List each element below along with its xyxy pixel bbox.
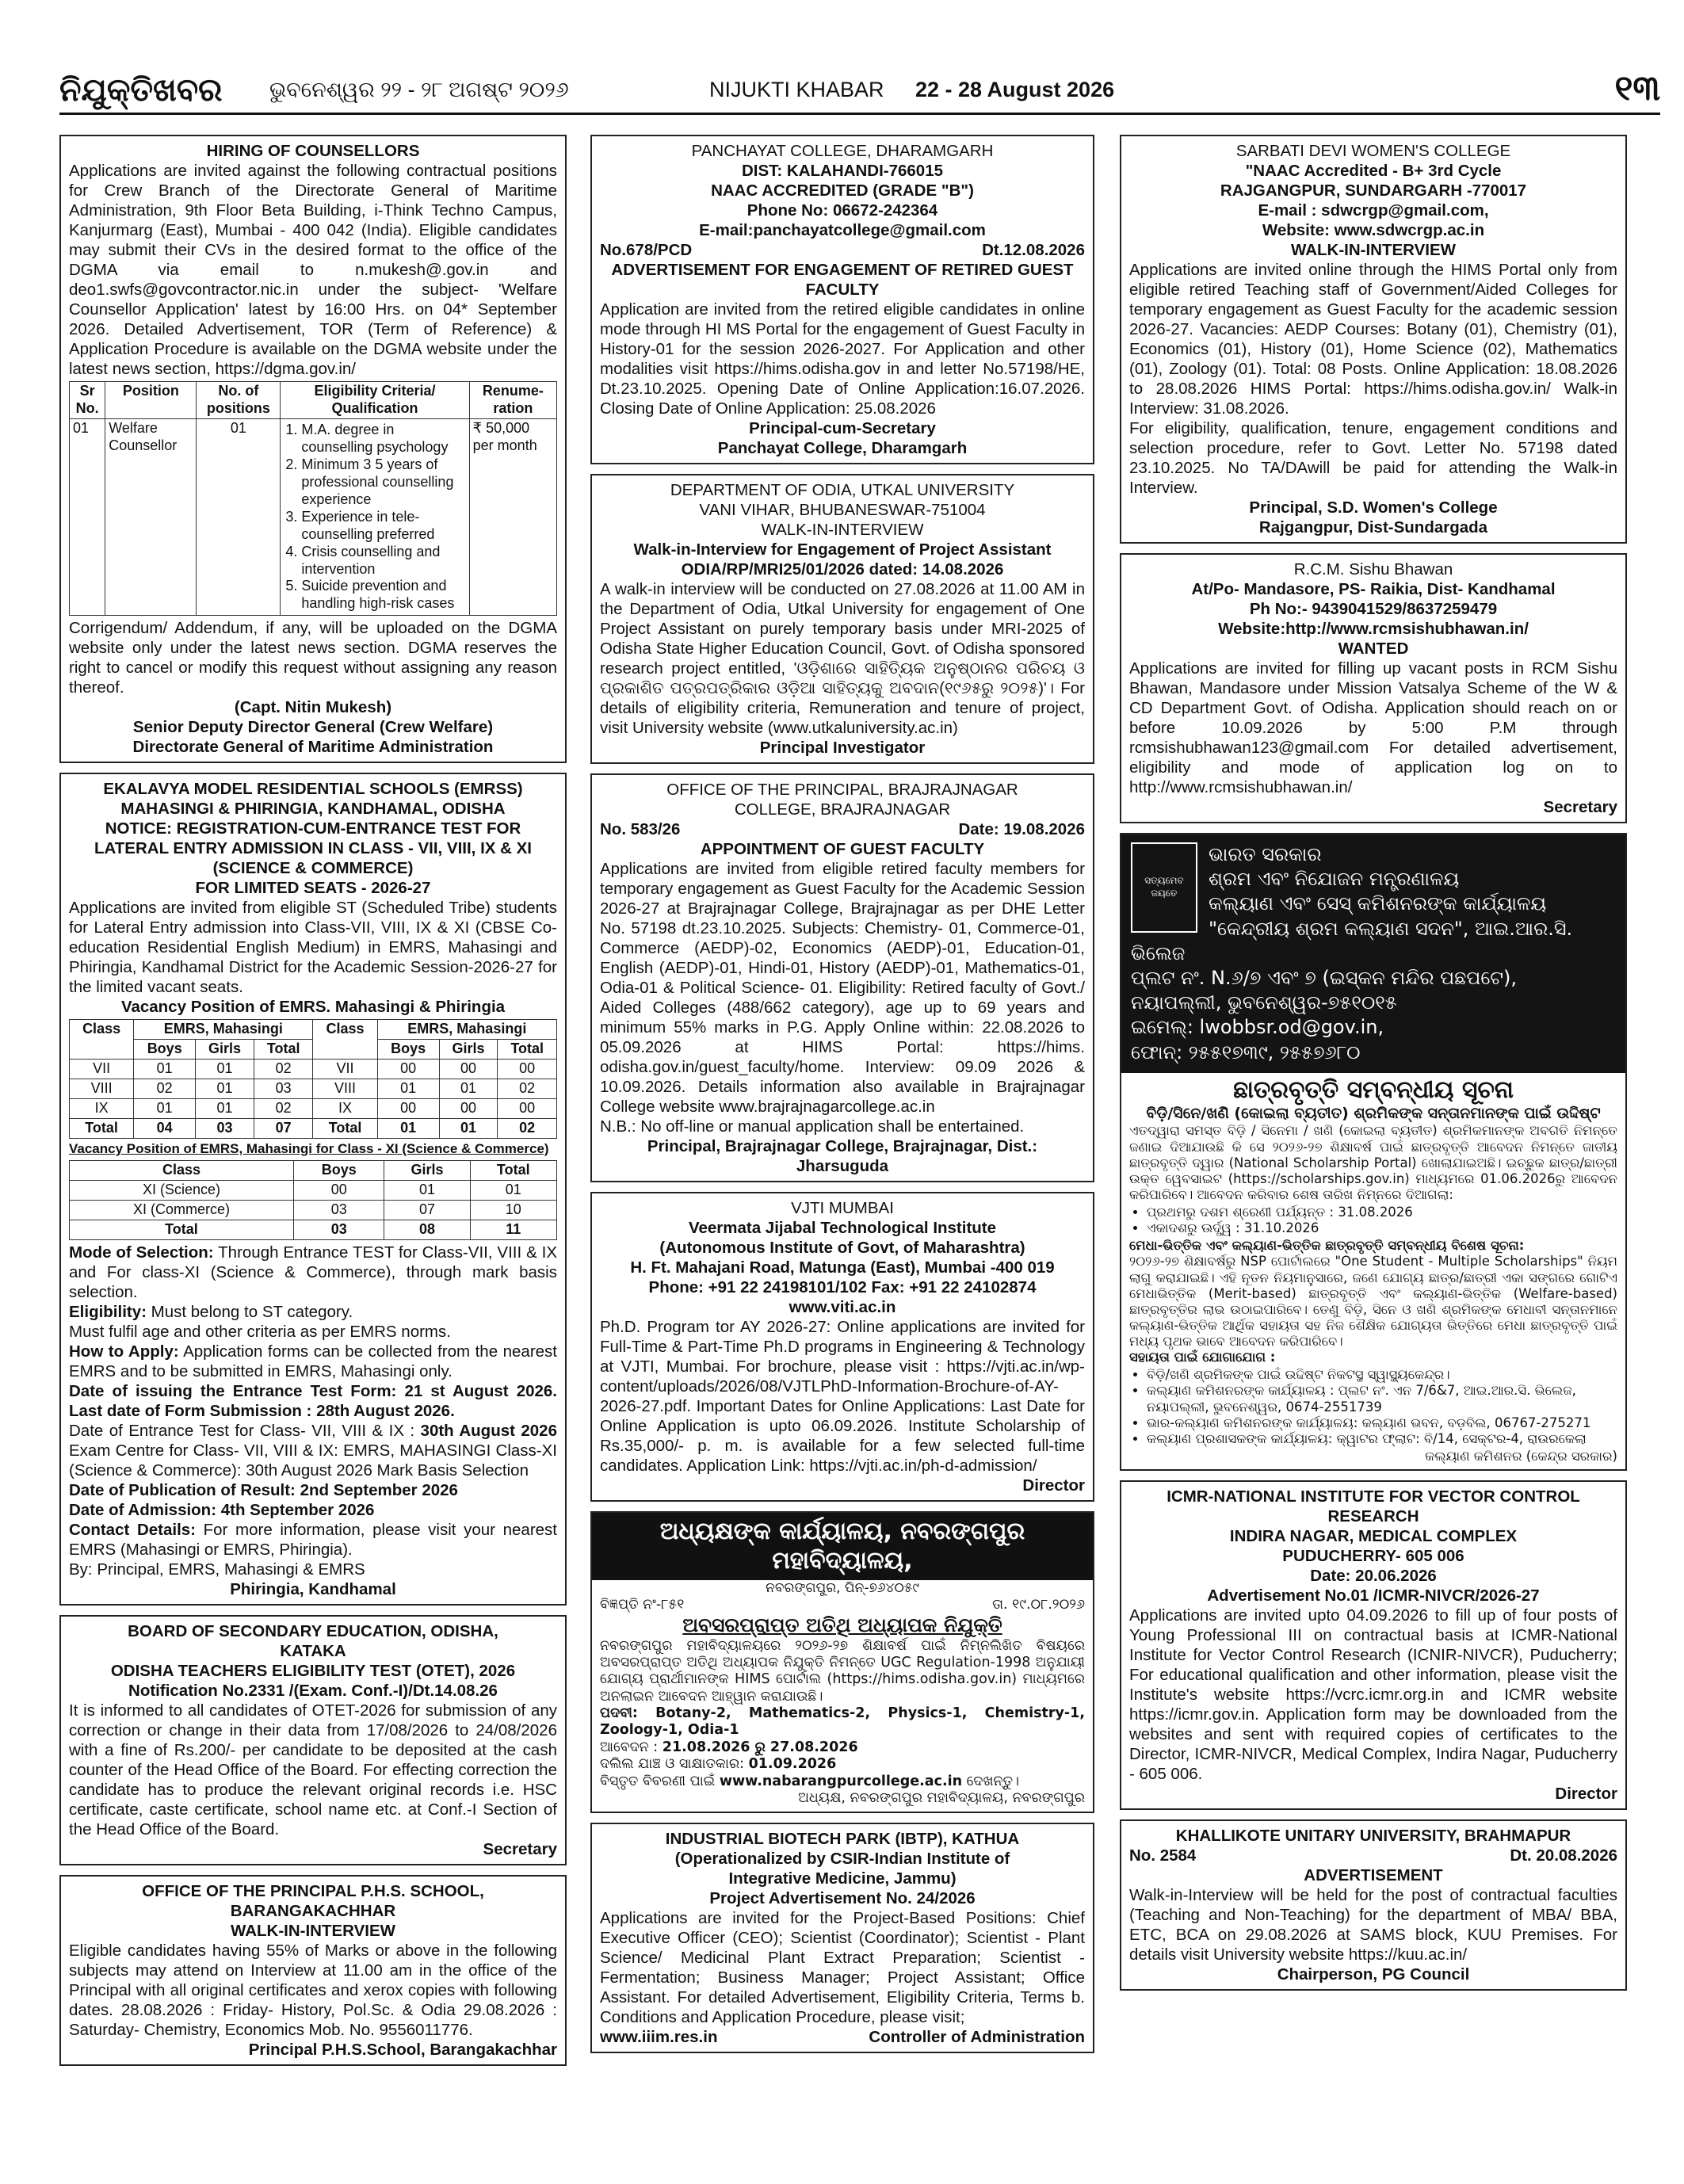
ad-title: WALK-IN-INTERVIEW (230, 1921, 396, 1940)
ad-title: H. Ft. Mahajani Road, Matunga (East), Mumbai -400 019 (630, 1258, 1055, 1277)
cell: 03 (196, 1119, 254, 1139)
ad-title: ADVERTISEMENT FOR ENGAGEMENT OF RETIRED GUEST FACULTY (611, 261, 1074, 299)
ad-subtitle: ନବରଙ୍ଗପୁର, ପିନ୍-୭୬୪୦୫୯ (766, 1580, 919, 1597)
ref-no: ବିଜ୍ଞପ୍ତି ନଂ-୮୫୧ (600, 1596, 685, 1613)
ad-title: DEPARTMENT OF ODIA, UTKAL UNIVERSITY (670, 481, 1015, 499)
cell: Total (70, 1119, 134, 1139)
ad-title: SARBATI DEVI WOMEN'S COLLEGE (1235, 142, 1511, 160)
list-item: • ପ୍ରଥମରୁ ଦଶମ ଶ୍ରେଣୀ ପର୍ଯ୍ୟନ୍ତ : 31.08.2026 (1147, 1205, 1617, 1220)
table-row (70, 1180, 557, 1200)
ad-line: By: Principal, EMRS, Mahasingi & EMRS (69, 1560, 365, 1579)
th-girls: Girls (384, 1160, 470, 1180)
table-row (70, 418, 557, 615)
ref-no: No. 583/26 (600, 820, 681, 838)
ad-title: COLLEGE, BRAJRAJNAGAR (734, 800, 951, 819)
ad-body: Eligible candidates having 55% of Marks or above in the following subjects may attend on Interview at 11.00 am in the office of the Principal with all original certificates and xerox copies with following dates. 28.08.2026 : Friday- History, Pol.Sc. & Odia 29.08.2026 : Saturday- Chemistry, Economics Mob. No. 9556011776. (69, 1941, 557, 2039)
ad-emrs (59, 773, 567, 1605)
ad-title: ODISHA TEACHERS ELIGIBILITY TEST (OTET), 2026 (110, 1661, 516, 1680)
cell: 02 (254, 1060, 313, 1079)
ad-bse-odisha (59, 1615, 567, 1865)
ad-body: Application are invited from the retired eligible candidates in online mode through HI MS Portal for the engagement of Guest Faculty in History-01 for the session 2026-2027. For Application and other modalities visit https://hims.odisha.gov in and letter No.57198/HE, Dt.23.10.2025. Opening Date of Online Application:16.07.2026. Closing Date of Online Application: 25.08.2026 (600, 300, 1085, 418)
ad-title: E-mail : sdwcrgp@gmail.com, (1258, 201, 1489, 220)
ad-title: BARANGAKACHHAR (230, 1901, 396, 1920)
ad-title: DIST: KALAHANDI-766015 (741, 162, 944, 180)
letterhead-line: ଫୋନ୍: ୨୫୫୧୭୩୯, ୨୫୫୭୬୮୦ (1131, 1040, 1361, 1063)
ad-title: KATAKA (280, 1641, 346, 1660)
ad-subhead: ସହାୟତା ପାଇଁ ଯୋଗାଯୋଗ : (1129, 1350, 1276, 1365)
cell: XI (Commerce) (70, 1200, 294, 1220)
ad-title: RESEARCH (1327, 1507, 1419, 1526)
th-criteria: Eligibility Criteria/ Qualification (281, 382, 469, 419)
ashoka-emblem-icon (1131, 842, 1197, 933)
cell: 00 (498, 1099, 557, 1119)
column-2 (590, 135, 1094, 2063)
label: ଦେଖନ୍ତୁ। (962, 1773, 1019, 1789)
th-class: Class (70, 1020, 134, 1060)
ref-date: Dt.12.08.2026 (982, 241, 1085, 259)
column-3 (1120, 135, 1627, 2000)
cell: 01 (470, 1180, 556, 1200)
ad-title: (Autonomous Institute of Govt, of Maharashtra) (659, 1239, 1025, 1257)
ad-title: ଛାତ୍ରବୃତ୍ତି ସମ୍ବନ୍ଧୀୟ ସୂଚନା (1233, 1075, 1514, 1104)
page-number: ୧୩ (1614, 68, 1660, 109)
ad-title: Integrative Medicine, Jammu) (728, 1869, 957, 1888)
criteria-item: 4. Crisis counselling and intervention (301, 544, 465, 578)
th-group: EMRS, Mahasingi (134, 1020, 313, 1040)
ad-ibtp-kathua (590, 1823, 1094, 2053)
ad-title: Phone: +91 22 24198101/102 Fax: +91 22 24102874 (648, 1278, 1037, 1296)
vacancy-title: Vacancy Position of EMRS. Mahasingi & Phiringia (120, 998, 506, 1017)
signatory: Controller of Administration (869, 2028, 1085, 2047)
th-group: EMRS, Mahasingi (377, 1020, 556, 1040)
ad-body: Walk-in-Interview will be held for the post of contractual faculties (Teaching and Non-Teaching) for the department of MBA/ BBA, ETC, BCA on 29.08.2026 at SAMS block, KUU Premises. For details visit University website https://kuu.ac.in/ (1129, 1886, 1617, 1964)
ref-no: No. 2584 (1129, 1846, 1197, 1865)
criteria-item: 1. M.A. degree in counselling psychology (301, 422, 465, 456)
ad-line (69, 1342, 557, 1381)
ad-title: Phone No: 06672-242364 (747, 201, 938, 220)
ad-title: NOTICE: REGISTRATION-CUM-ENTRANCE TEST FOR LATERAL ENTRY ADMISSION IN CLASS - VII, VIII, IX & XI (SCIENCE & COMMERCE) (94, 819, 533, 878)
ref-date: ତା. ୧୯.୦୮.୨୦୨୬ (992, 1596, 1085, 1613)
cell: 00 (377, 1099, 439, 1119)
label: Contact Details: (69, 1520, 196, 1539)
th-sr: Sr No. (70, 382, 105, 419)
cell: IX (313, 1099, 377, 1119)
ad-title: Website:http://www.rcmsishubhawan.in/ (1218, 620, 1529, 638)
ad-subtitle: ବିଡ଼ି/ସିନେ/ଖଣି (କୋଇଲା ବ୍ୟତୀତ) ଶ୍ରମିକଙ୍କ ସନ୍ତାନମାନଙ୍କ ପାଇଁ ଉଦ୍ଦିଷ୍ଟ (1146, 1105, 1601, 1123)
emblem-caption: ସତ୍ୟମେବ ଜୟତେ (1144, 875, 1184, 899)
cell: VII (313, 1060, 377, 1079)
label: How to Apply: (69, 1342, 179, 1361)
header-publication: NIJUKTI KHABAR (709, 78, 884, 101)
label: ବିସ୍ତୃତ ବିବରଣୀ ପାଇଁ (600, 1773, 720, 1789)
ad-panchayat-college (590, 135, 1094, 464)
cell: 00 (439, 1060, 498, 1079)
cell-count: 01 (197, 418, 281, 615)
cell: 02 (498, 1119, 557, 1139)
cell: 01 (439, 1119, 498, 1139)
masthead-logo: ନିଯୁକ୍ତିଖବର (59, 71, 223, 109)
ad-title: WANTED (1338, 640, 1409, 658)
letterhead-line: ନୟାପଲ୍ଲୀ, ଭୁବନେଶ୍ୱର-୭୫୧୦୧୫ (1131, 991, 1397, 1014)
criteria-item: 3. Experience in tele-counselling preferred (301, 509, 465, 544)
cell: 03 (293, 1200, 384, 1220)
ad-body: Applications are invited from eligible retired faculty members for temporary engagement as Guest Faculty for the Academic Session 2026-27 at Brajrajnagar College, Brajrajnagar as per DHE Letter No. 57198 dt.23.10.2025. Subjects: Chemistry- 01, Commerce-01, Commerce (AEDP)-02, Economics (AEDP)-01, Education-01, English (AEDP)-01, Hindi-01, History (AEDP)-01, Mathematics-01, Odia-01 & Political Science- 01. Eligibility: Retired faculty of Govt./ Aided Colleges (488/662 category), age up to 69 years and minimum 55% marks in P.G. Apply Online within: 22.08.2026 to 05.09.2026 at HIMS Portal: https://hims. odisha.gov.in/guest_faculty/home. Interview: 09.09 2026 & 10.09.2026. Details information also available in Brajrajnagar College website www.brajrajnagarcollege.ac.in (600, 860, 1085, 1116)
counsellor-table (69, 381, 557, 616)
ad-title: ICMR-NATIONAL INSTITUTE FOR VECTOR CONTROL (1167, 1487, 1580, 1506)
ad-title: ଅବସରପ୍ରାପ୍ତ ଅତିଥି ଅଧ୍ୟାପକ ନିଯୁକ୍ତି (682, 1613, 1002, 1637)
ref-date: Date: 19.08.2026 (958, 820, 1085, 838)
th-boys: Boys (134, 1040, 196, 1060)
ad-title: MAHASINGI & PHIRINGIA, KANDHAMAL, ODISHA (120, 800, 506, 819)
website-link[interactable]: www.nabarangpurcollege.ac.in (719, 1773, 963, 1789)
ad-sarbati-devi-college (1120, 135, 1627, 544)
cell: 01 (134, 1060, 196, 1079)
ref-date: Dt. 20.08.2026 (1510, 1846, 1617, 1865)
ad-line (600, 1774, 1085, 1790)
ad-line (69, 1302, 557, 1322)
table-row (70, 1119, 557, 1139)
criteria-item: 2. Minimum 3 5 years of professional counselling experience (301, 456, 465, 509)
cell: Total (70, 1220, 294, 1239)
th-class: Class (70, 1160, 294, 1180)
header-date: 22 - 28 August 2026 (915, 78, 1115, 101)
ad-footer (600, 2027, 1085, 2047)
table-row (70, 1060, 557, 1079)
ad-title: ODIA/RP/MRI25/01/2026 dated: 14.08.2026 (681, 560, 1004, 578)
th-position: Position (105, 382, 197, 419)
signatory: Panchayat College, Dharamgarh (717, 439, 968, 457)
cell: 07 (384, 1200, 470, 1220)
cell: 07 (254, 1119, 313, 1139)
ad-body: Applications are invited upto 04.09.2026 to fill up of four posts of Young Professional III on contractual basis at ICMR-National Institute for Vector Control Research (ICNIR-NIVCR), Puducherry; For educational qualification and other information, please visit the Institute's website https://vcrc.icmr.org.in and ICMR website https://icmr.gov.in. Application form may be downloaded from the websites and sent with required copies of certificates to the Director, ICMR-NIVCR, Medical Complex, Indira Nagar, Puducherry - 605 006. (1129, 1606, 1617, 1784)
ad-body: Applications are invited for filling up vacant posts in RCM Sishu Bhawan, Mandasore under Mission Vatsalya Scheme of the W & CD Department Govt. of Odisha. Application should reach on or before 10.09.2026 by 5:00 P.M through rcmsishubhawan123@gmail.com For detailed advertisement, eligibility and mode of application log on to http://www.rcmsishubhawan.in/ (1129, 659, 1617, 796)
cell: 02 (134, 1079, 196, 1099)
value: For more information, please visit your nearest EMRS (Mahasingi or EMRS, Phiringia). (69, 1520, 557, 1559)
ad-body: Applications are invited for the Project-Based Positions: Chief Executive Officer (CEO); Scientist (Coordinator); Scientist - Plant Science/ Medicinal Plant Extract Preparation; Scientist - Fermentation; Business Manager; Project Assistant; Office Assistant. For detailed Advertisement, Eligibility Criteria, Terms b. Conditions and Application Procedure, please visit; (600, 1909, 1085, 2027)
table-row (70, 1220, 557, 1239)
cell: 01 (196, 1079, 254, 1099)
cell: 00 (377, 1060, 439, 1079)
criteria-item: 5. Suicide prevention and handling high-risk cases (301, 578, 465, 613)
ad-title: NAAC ACCREDITED (GRADE "B") (711, 181, 974, 200)
value: Date of Entrance Test for Class- VII, VIII & IX : (69, 1421, 421, 1440)
ad-subhead: ମେଧା-ଭିତ୍ତିକ ଏବଂ କଲ୍ୟାଣ-ଭିତ୍ତିକ ଛାତ୍ରବୃତ୍ତି ସମ୍ବନ୍ଧୀୟ ବିଶେଷ ସୂଚନା: (1129, 1238, 1525, 1254)
th-girls: Girls (196, 1040, 254, 1060)
ad-body: ୨୦୨୬-୨୭ ଶିକ୍ଷାବର୍ଷରୁ NSP ପୋର୍ଟାଲରେ "One Student - Multiple Scholarships" ନିୟମ ଲାଗୁ କରାଯାଇଛି। ଏହି ନୂତନ ନିୟମାନୁସାରେ, ଜଣେ ଯୋଗ୍ୟ ଛାତ୍ର/ଛାତ୍ରୀ ଏକା ସଙ୍ଗରେ ଗୋଟିଏ ମେଧାଭିତ୍ତିକ (Merit-based) ଛାତ୍ରବୃତ୍ତି ଏବଂ କଲ୍ୟାଣ-ଭିତ୍ତିକ (Welfare-based) ଛାତ୍ରବୃତ୍ତିର ଲାଭ ଉଠାଇପାରିବେ। ତେଣୁ ବିଡ଼ି, ସିନେ ଓ ଖଣି ଶ୍ରମିକଙ୍କ ମେଧାବୀ ସନ୍ତାନମାନେ କଲ୍ୟାଣ-ଭିତ୍ତିକ ଆର୍ଥିକ ସହାୟତା ସହ ନିଜ ଶୈକ୍ଷିକ ଯୋଗ୍ୟତା ଭିତ୍ତିରେ ମେଧା ଛାତ୍ରବୃତ୍ତି ପାଇଁ ମଧ୍ୟ ପୃଥକ ଭାବେ ଆବେଦନ କରିପାରିବେ। (1129, 1254, 1617, 1350)
ad-body: ଏତଦ୍ୱାରା ସମସ୍ତ ବିଡ଼ି / ସିନେମା / ଖଣି (କୋଇଲା ବ୍ୟତୀତ) ଶ୍ରମିକମାନଙ୍କ ଅବଗତି ନିମନ୍ତେ ଜଣାଇ ଦିଆଯାଉଛି କି ସେ ୨୦୨୬-୨୭ ଶିକ୍ଷାବର୍ଷ ପାଇଁ ଛାତ୍ରବୃତ୍ତି ଆବେଦନ ନିମନ୍ତେ ଜାତୀୟ ଛାତ୍ରବୃତ୍ତି ଦ୍ୱାର (National Scholarship Portal) ଖୋଲାଯାଇଅଛି। ଇଚ୍ଛୁକ ଛାତ୍ର/ଛାତ୍ରୀ ଉକ୍ତ ୱେବସାଇଟ (https://scholarships.gov.in) ମାଧ୍ୟମରେ 01.06.2026ରୁ ଆବେଦନ କରିପାରିବେ। ଆବେଦନ କରିବାର ଶେଷ ତାରିଖ ନିମ୍ନରେ ଦିଆଗଲା: (1129, 1123, 1617, 1202)
signatory-name: (Capt. Nitin Mukesh) (234, 698, 392, 717)
ad-title: Ph No:- 9439041529/8637259479 (1249, 600, 1498, 618)
signatory: Principal, S.D. Women's College (1249, 498, 1498, 517)
cell: 01 (377, 1119, 439, 1139)
ad-body: Applications are invited online through the HIMS Portal only from eligible retired Teaching staff of Government/Aided Colleges for temporary engagement as Guest Faculty for the academic session 2026-27. Vacancies: AEDP Courses: Botany (01), Chemistry (01), Economics (01), History (01), Home Science (02), Mathematics (01), Zoology (01). Total: 08 Posts. Online Application: 18.08.2026 to 28.08.2026 HIMS Portal: https://hims.odisha.gov.in/ Walk-in Interview: 31.08.2026. (1129, 261, 1617, 418)
ad-labour-welfare (1120, 833, 1627, 1471)
list-item: • ଭାର-କଲ୍ୟାଣ କମିଶନରଙ୍କ କାର୍ଯ୍ୟାଳୟ: କଲ୍ୟାଣ ଭବନ, ବଡ଼ବିଲ, 06767-275271 (1147, 1415, 1617, 1431)
ad-body: ନବରଙ୍ଗପୁର ମହାବିଦ୍ୟାଳୟରେ ୨୦୨୬-୨୭ ଶିକ୍ଷାବର୍ଷ ପାଇଁ ନିମ୍ନଲିଖିତ ବିଷୟରେ ଅବସରପ୍ରାପ୍ତ ଅତିଥି ଅଧ୍ୟାପକ ନିଯୁକ୍ତି ନିମନ୍ତେ UGC Regulation-1998 ଅନୁଯାୟୀ ଯୋଗ୍ୟ ପ୍ରାର୍ଥୀମାନଙ୍କ HIMS ପୋର୍ଟାଲ (https://hims.odisha.gov.in) ମାଧ୍ୟମରେ ଅନଲାଇନ ଆବେଦନ ଆହ୍ୱାନ କରାଯାଉଛି। (600, 1637, 1085, 1705)
ad-body: Applications are invited against the following contractual positions for Crew Branch of the Directorate General of Maritime Administration, 9th Floor Beta Building, i-Think Techno Campus, Kanjurmarg (East), Mumbai - 400 042 (India). Eligible candidates may submit their CVs in the desired format to the office of the DGMA via email to n.mukesh@.gov.in and deo1.swfs@govcontractor.nic.in under the subject- 'Welfare Counsellor Application' latest by 16:00 Hrs. on 04* September 2026. Detailed Advertisement, TOR (Term of Reference) & Application Procedure is available on the DGMA website under the latest news section, https://dgma.gov.in/ (69, 162, 557, 378)
value: Must belong to ST category. (146, 1302, 353, 1321)
ad-phs-school (59, 1875, 567, 2066)
ad-note: N.B.: No off-line or manual application shall be entertained. (600, 1117, 1025, 1136)
ad-ref (1129, 1846, 1617, 1865)
ad-line: Date of Admission: 4th September 2026 (69, 1500, 375, 1519)
list-item: • ବିଡ଼ି/ଖଣି ଶ୍ରମିକଙ୍କ ପାଇଁ ଉଦ୍ଦିଷ୍ଟ ନିକଟସ୍ଥ ସ୍ୱାସ୍ଥ୍ୟକେନ୍ଦ୍ର। (1147, 1367, 1617, 1383)
signatory: ଅଧ୍ୟକ୍ଷ, ନବରଙ୍ଗପୁର ମହାବିଦ୍ୟାଳୟ, ନବରଙ୍ଗପୁର (798, 1789, 1085, 1806)
cell: VIII (313, 1079, 377, 1099)
th-count: No. of positions (197, 382, 281, 419)
column-1 (59, 135, 567, 2075)
letterhead-line: ଭାରତ ସରକାର (1209, 843, 1322, 865)
ad-title: OFFICE OF THE PRINCIPAL P.H.S. SCHOOL, (142, 1881, 484, 1900)
signatory: Secretary (483, 1839, 557, 1858)
cell: VII (70, 1060, 134, 1079)
value: 21.08.2026 ରୁ 27.08.2026 (662, 1739, 858, 1755)
signatory: Phiringia, Kandhamal (230, 1579, 396, 1598)
website-link[interactable]: www.iiim.res.in (600, 2028, 718, 2047)
letterhead-line: ଶ୍ରମ ଏବଂ ନିଯୋଜନ ମନ୍ତ୍ରଣାଳୟ (1209, 868, 1460, 891)
value: 30th August 2026 (420, 1421, 557, 1440)
cell: 01 (196, 1060, 254, 1079)
letterhead-line: ପ୍ଲଟ ନଂ. N.୬/୭ ଏବଂ ୭ (ଇସ୍କନ ମନ୍ଦିର ପଛପଟେ), (1131, 966, 1517, 989)
signatory: Director (1555, 1785, 1617, 1804)
ad-title: Veermata Jijabal Technological Institute (688, 1219, 997, 1237)
ad-line (600, 1739, 1085, 1756)
th-boys: Boys (293, 1160, 384, 1180)
letterhead-line: କଲ୍ୟାଣ ଏବଂ ସେସ୍ କମିଶନରଙ୍କ କାର୍ଯ୍ୟାଳୟ (1209, 892, 1547, 915)
cell: Total (313, 1119, 377, 1139)
ad-title: Notification No.2331 /(Exam. Conf.-I)/Dt.14.08.26 (128, 1681, 498, 1700)
signatory: କଲ୍ୟାଣ କମିଶନର (କେନ୍ଦ୍ର ସରକାର) (1425, 1448, 1617, 1464)
ad-line: Must fulfil age and other criteria as per EMRS norms. (69, 1322, 451, 1341)
ad-title: VANI VIHAR, BHUBANESWAR-751004 (699, 501, 986, 519)
cell: 01 (384, 1180, 470, 1200)
ad-title: Website: www.sdwcrgp.ac.in (1262, 221, 1485, 239)
cell: 01 (439, 1079, 498, 1099)
ad-posts: ପଦବୀ: Botany-2, Mathematics-2, Physics-1, Chemistry-1, Zoology-1, Odia-1 (600, 1705, 1085, 1739)
ad-line (69, 1243, 557, 1302)
cell: 01 (377, 1079, 439, 1099)
signatory: Director (1022, 1476, 1085, 1495)
ad-title: E-mail:panchayatcollege@gmail.com (699, 221, 986, 239)
ad-title: Project Advertisement No. 24/2026 (709, 1889, 976, 1908)
ad-utkal-university (590, 474, 1094, 764)
ad-title: Date: 20.06.2026 (1310, 1567, 1437, 1586)
signatory-office: Directorate General of Maritime Administration (132, 738, 494, 757)
ad-khallikote-university (1120, 1819, 1627, 1991)
ad-title: FOR LIMITED SEATS - 2026-27 (195, 879, 431, 898)
table-row (70, 1200, 557, 1220)
page-header (59, 68, 1660, 115)
ad-vjti-mumbai (590, 1192, 1094, 1502)
vacancy-title-2: Vacancy Position of EMRS, Mahasingi for Class - XI (Science & Commerce) (69, 1141, 549, 1157)
cell: 01 (196, 1099, 254, 1119)
vacancy-table-1 (69, 1019, 557, 1139)
ad-title: OFFICE OF THE PRINCIPAL, BRAJRAJNAGAR (666, 781, 1018, 799)
ad-title: (Operationalized by CSIR-Indian Institute of (674, 1850, 1010, 1869)
ad-body: Ph.D. Program tor AY 2026-27: Online applications are invited for Full-Time & Part-Time Ph.D programs in Engineering & Technology at VJTI, Mumbai. For brochure, please visit : https://vjti.ac.in/wp-content/uploads/2026/08/VJTLPhD-Information-Brochure-of-AY-2026-27.pdf. Important Dates for Online Applications: Last Date for Online Application is upto 06.09.2026. Institute Scholarship of Rs.35,000/- p. m. is available for a few selected full-time candidates. Application Link: https://vjti.ac.in/ph-d-admission/ (600, 1318, 1085, 1475)
th-total: Total (470, 1160, 556, 1180)
ad-title: RAJGANGPUR, SUNDARGARH -770017 (1220, 181, 1527, 200)
ad-nabarangpur-college (590, 1511, 1094, 1813)
cell-position: Welfare Counsellor (105, 418, 197, 615)
label: Eligibility: (69, 1302, 147, 1321)
ad-line (69, 1520, 557, 1560)
ad-brajrajnagar-college (590, 773, 1094, 1182)
ad-title: WALK-IN-INTERVIEW (1290, 241, 1457, 259)
ad-title: INDIRA NAGAR, MEDICAL COMPLEX (1229, 1527, 1518, 1546)
ad-note: Corrigendum/ Addendum, if any, will be uploaded on the DGMA website only under the latest news section. DGMA reserves the right to cancel or modify this request without assigning any reason thereof. (69, 619, 557, 697)
label: Mode of Selection: (69, 1243, 214, 1262)
ad-title: APPOINTMENT OF GUEST FACULTY (700, 840, 985, 858)
ad-title: EKALAVYA MODEL RESIDENTIAL SCHOOLS (EMRSS) (103, 780, 523, 799)
ad-title: At/Po- Mandasore, PS- Raikia, Dist- Kandhamal (1191, 580, 1556, 598)
cell-pay: ₹ 50,000 per month (469, 418, 556, 615)
cell: IX (70, 1099, 134, 1119)
table-row (70, 1079, 557, 1099)
cell: 03 (293, 1220, 384, 1239)
cell: 11 (470, 1220, 556, 1239)
cell: 02 (498, 1079, 557, 1099)
letterhead-line: ଇମେଲ୍: lwobbsr.od@gov.in, (1131, 1016, 1384, 1039)
ad-title: KHALLIKOTE UNITARY UNIVERSITY, BRAHMAPUR (1175, 1827, 1571, 1846)
ad-body: Applications are invited from eligible ST (Scheduled Tribe) students for Lateral Entry admission into Class-VII, VIII, IX & XI (CBSE Co-education Residential English Medium) in EMRS, Mahasingi and Phiringia, Kandhamal District for the Academic Session-2026-27 for the limited vacant seats. (69, 899, 557, 997)
signatory: Jharsuguda (796, 1157, 889, 1175)
ad-title: PANCHAYAT COLLEGE, DHARAMGARH (691, 142, 994, 160)
th-total: Total (498, 1040, 557, 1060)
cell: 02 (254, 1099, 313, 1119)
value: 01.09.2026 (748, 1756, 837, 1773)
ad-banner: ଅଧ୍ୟକ୍ଷଙ୍କ କାର୍ଯ୍ୟାଳୟ, ନବରଙ୍ଗପୁର ମହାବିଦ୍ୟାଳୟ, (592, 1513, 1093, 1580)
ad-title: VJTI MUMBAI (791, 1199, 894, 1217)
list-item: • କଲ୍ୟାଣ ପ୍ରଶାସକଙ୍କ କାର୍ଯ୍ୟାଳୟ: କ୍ୱାଟର ଫ୍ଲାଟ: ବି/14, ସେକ୍ଟର-4, ରାଉରକେଲା (1147, 1431, 1617, 1447)
header-date-odia: ଭୁବନେଶ୍ୱର ୨୨ - ୨୮ ଅଗଷ୍ଟ ୨୦୨୬ (269, 78, 569, 101)
cell: 00 (498, 1060, 557, 1079)
cell: XI (Science) (70, 1180, 294, 1200)
cell-sr: 01 (70, 418, 105, 615)
signatory: Principal, Brajrajnagar College, Brajrajnagar, Dist.: (647, 1137, 1038, 1155)
ad-ref (600, 1597, 1085, 1613)
ad-title: "NAAC Accredited - B+ 3rd Cycle (1245, 162, 1502, 180)
ad-title: Advertisement No.01 /ICMR-NIVCR/2026-27 (1207, 1586, 1540, 1606)
ad-line: Date of Publication of Result: 2nd September 2026 (69, 1480, 458, 1499)
ad-hiring-counsellors (59, 135, 567, 763)
signatory: Secretary (1543, 798, 1617, 816)
list-item: • ଏକାଦଶରୁ ଊର୍ଦ୍ଧ୍ୱ : 31.10.2026 (1147, 1220, 1617, 1236)
value: Exam Centre for Class- VII, VIII & IX: EMRS, MAHASINGI Class-XI (Science & Commerce): 30th August 2026 Mark Basis Selection (69, 1441, 557, 1480)
table-row (70, 1099, 557, 1119)
ad-title: WALK-IN-INTERVIEW (761, 521, 924, 539)
signatory: Principal-cum-Secretary (749, 419, 936, 437)
ad-icmr-nivcr (1120, 1480, 1627, 1810)
label: ଦଲିଲ ଯାଞ୍ଚ ଓ ସାକ୍ଷାତକାର: (600, 1756, 749, 1773)
th-pay: Renume-ration (469, 382, 556, 419)
th-class: Class (313, 1020, 377, 1060)
vacancy-table-2 (69, 1160, 557, 1240)
signatory-designation: Senior Deputy Director General (Crew Welfare) (132, 718, 494, 737)
signatory: Principal P.H.S.School, Barangakachhar (248, 2040, 557, 2059)
cell: 01 (134, 1099, 196, 1119)
cell: 00 (293, 1180, 384, 1200)
cell: VIII (70, 1079, 134, 1099)
ad-body: For eligibility, qualification, tenure, engagement conditions and selection procedure, refer to Govt. Letter No. 57198 dated 23.10.2025. No TA/DAwill be paid for attending the Walk-in Interview. (1129, 419, 1617, 497)
th-boys: Boys (377, 1040, 439, 1060)
cell: 08 (384, 1220, 470, 1239)
ad-ref (600, 240, 1085, 260)
cell-criteria (281, 418, 469, 615)
ad-body: It is informed to all candidates of OTET-2026 for submission of any correction or change in their data from 17/08/2026 to 24/08/2026 with a fine of Rs.200/- per candidate to be deposited at the cash counter of the Head Office of the Board. For effecting correction the candidate has to produce the relevant original records i.e. HSC certificate, caste certificate, school name etc. at Conf.-I Section of the Head Office of the Board. (69, 1701, 557, 1838)
ad-title: PUDUCHERRY- 605 006 (1282, 1547, 1464, 1566)
ad-title: www.viti.ac.in (789, 1298, 896, 1316)
cell: 00 (439, 1099, 498, 1119)
ad-line: Date of issuing the Entrance Test Form: 21 st August 2026. Last date of Form Submission : 28th August 2026. (69, 1381, 557, 1420)
signatory: Chairperson, PG Council (1277, 1965, 1470, 1984)
label: ଆବେଦନ : (600, 1739, 663, 1755)
ad-body: A walk-in interview will be conducted on 27.08.2026 at 11.00 AM in the Department of Odia, Utkal University for engagement of One Project Assistant on purely temporary basis under MRI-2025 of Odisha State Higher Education Council, Govt. of Odisha sponsored research project entitled, 'ଓଡ଼ିଶାରେ ସାହିତ୍ୟିକ ଅନୁଷ୍ଠାନର ପରିଚୟ ଓ ପ୍ରକାଶିତ ପତ୍ରପତ୍ରିକାର ଓଡ଼ିଆ ସାହିତ୍ୟକୁ ଅବଦାନ(୧୯୬୫ରୁ ୨୦୨୫)'। For details of eligibility criteria, Remuneration and tenure of project, visit University website (www.utkaluniversity.ac.in) (600, 580, 1085, 737)
ad-title: Walk-in-Interview for Engagement of Project Assistant (633, 540, 1052, 559)
letterhead-line: "କେନ୍ଦ୍ରୀୟ ଶ୍ରମ କଲ୍ୟାଣ ସଦନ", ଆଇ.ଆର.ସି. ଭିଲେଜ (1131, 917, 1573, 964)
value: Through Entrance TEST for Class-VII, VIII & IX and For class-XI (Science & Commerce), through mark basis selection. (69, 1243, 557, 1301)
ad-line (600, 1756, 1085, 1773)
ad-letterhead (1121, 834, 1625, 1073)
list-item: • କଲ୍ୟାଣ କମିଶନରଙ୍କ କାର୍ଯ୍ୟାଳୟ : ପ୍ଲଟ ନଂ. ଏନ 7/6&7, ଆଇ.ଆର.ସି. ଭିଲେଜ, ନୟାପଲ୍ଲୀ, ଭୁବନେଶ୍ୱର, 0674-2551739 (1147, 1383, 1617, 1415)
th-girls: Girls (439, 1040, 498, 1060)
ad-rcm-sishu-bhawan (1120, 553, 1627, 823)
ref-no: No.678/PCD (600, 241, 693, 259)
value: Application forms can be collected from the nearest EMRS and to be submitted in EMRS, Mahasingi only. (69, 1342, 557, 1380)
ad-line (69, 1421, 557, 1480)
ad-title: R.C.M. Sishu Bhawan (1293, 560, 1453, 578)
cell: 03 (254, 1079, 313, 1099)
signatory: Principal Investigator (759, 739, 926, 757)
ad-ref (600, 819, 1085, 839)
signatory: Rajgangpur, Dist-Sundargada (1258, 518, 1488, 536)
ad-title: ADVERTISEMENT (1304, 1866, 1443, 1885)
ad-title: HIRING OF COUNSELLORS (206, 142, 420, 160)
ad-title: INDUSTRIAL BIOTECH PARK (IBTP), KATHUA (665, 1830, 1020, 1849)
cell: 04 (134, 1119, 196, 1139)
ad-title: BOARD OF SECONDARY EDUCATION, ODISHA, (128, 1621, 498, 1640)
th-total: Total (254, 1040, 313, 1060)
cell: 10 (470, 1200, 556, 1220)
